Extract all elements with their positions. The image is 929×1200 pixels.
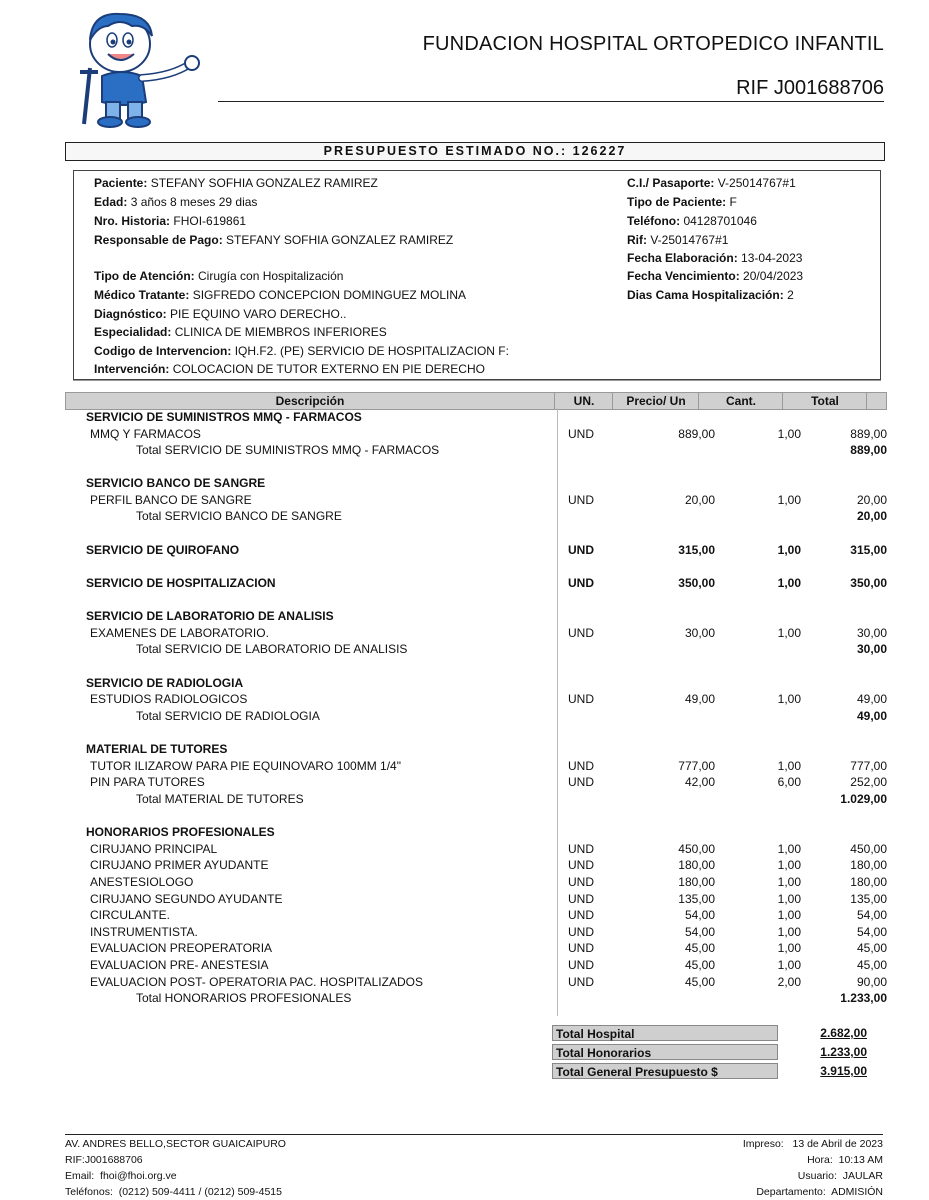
- table-row: [86, 759, 920, 774]
- cell-description: EVALUACION PREOPERATORIA: [90, 941, 273, 955]
- cell-quantity: 1,00: [777, 626, 801, 640]
- cell-unit: UND: [568, 842, 594, 856]
- payer-name: STEFANY SOFHIA GONZALEZ RAMIREZ: [226, 233, 454, 247]
- footer-address: AV. ANDRES BELLO,SECTOR GUAICAIPURO: [65, 1138, 286, 1150]
- cell-price: 889,00: [678, 427, 715, 441]
- cell-description: SERVICIO DE SUMINISTROS MMQ - FARMACOS: [86, 410, 362, 424]
- expiry-date: 20/04/2023: [743, 269, 804, 283]
- cell-quantity: 1,00: [777, 759, 801, 773]
- table-row: [86, 543, 920, 558]
- cell-total: 777,00: [850, 759, 887, 773]
- budget-title-box: [65, 142, 885, 161]
- cell-unit: UND: [568, 958, 594, 972]
- footer-phones: (0212) 509-4411 / (0212) 509-4515: [118, 1186, 282, 1198]
- table-row: [86, 908, 920, 923]
- patient-info-box: [73, 170, 881, 380]
- table-row: [86, 858, 920, 873]
- cell-price: 315,00: [678, 543, 715, 557]
- footer-rif: RIF:J001688706: [65, 1154, 143, 1166]
- cell-price: 45,00: [684, 941, 715, 955]
- intervention-code-line: Codigo de Intervencion: IQH.F2. (PE) SERVICIO DE HOSPITALIZACION F:: [94, 344, 509, 358]
- footer-printed-date: 13 de Abril de 2023: [792, 1138, 883, 1150]
- rif-line: Rif: V-25014767#1: [627, 233, 729, 247]
- cell-description: SERVICIO DE QUIROFANO: [86, 543, 240, 557]
- cell-total: 315,00: [850, 543, 887, 557]
- attention-type: Cirugía con Hospitalización: [198, 269, 344, 283]
- doctor-line: Médico Tratante: SIGFREDO CONCEPCION DOMINGUEZ MOLINA: [94, 288, 467, 302]
- cell-quantity: 6,00: [777, 775, 801, 789]
- section-header-row: [86, 742, 920, 757]
- cell-description: PIN PARA TUTORES: [90, 775, 205, 789]
- footer-phones-line: Teléfonos: (0212) 509-4411 / (0212) 509-4515: [65, 1186, 282, 1198]
- cell-quantity: 1,00: [777, 958, 801, 972]
- footer-time-line: Hora: 10:13 AM: [807, 1154, 883, 1166]
- attention-type-line: Tipo de Atención: Cirugía con Hospitalización: [94, 269, 344, 283]
- subtotal-row: [86, 792, 920, 807]
- child-mascot-logo-icon: [62, 6, 202, 128]
- cell-total: 54,00: [856, 908, 887, 922]
- footer-email: fhoi@fhoi.org.ve: [100, 1170, 177, 1182]
- cell-unit: UND: [568, 908, 594, 922]
- footer-dept: ADMISIÓN: [831, 1186, 883, 1198]
- history-line: Nro. Historia: FHOI-619861: [94, 214, 247, 228]
- cell-unit: UND: [568, 975, 594, 989]
- cell-total: 135,00: [850, 892, 887, 906]
- footer-user-line: Usuario: JAULAR: [797, 1170, 883, 1182]
- cell-total: 90,00: [856, 975, 887, 989]
- cell-unit: UND: [568, 892, 594, 906]
- cell-total: 20,00: [856, 493, 887, 507]
- cell-total: 49,00: [856, 692, 887, 706]
- section-header-row: [86, 476, 920, 491]
- subtotal-row: [86, 642, 920, 657]
- cell-quantity: 1,00: [777, 875, 801, 889]
- cell-unit: UND: [568, 941, 594, 955]
- patient-name-line: Paciente: STEFANY SOFHIA GONZALEZ RAMIREZ: [94, 176, 378, 190]
- table-row: [86, 958, 920, 973]
- cell-price: 135,00: [678, 892, 715, 906]
- cell-unit: UND: [568, 493, 594, 507]
- cell-unit: UND: [568, 543, 594, 557]
- cell-total: 54,00: [856, 925, 887, 939]
- patient-type-line: Tipo de Paciente: F: [627, 195, 737, 209]
- cell-description: Total SERVICIO DE SUMINISTROS MMQ - FARMACOS: [136, 443, 440, 457]
- cell-total: 180,00: [850, 875, 887, 889]
- cell-total: 180,00: [850, 858, 887, 872]
- cell-description: SERVICIO DE HOSPITALIZACION: [86, 576, 276, 590]
- cell-total: 1.233,00: [840, 991, 887, 1005]
- subtotal-row: [86, 709, 920, 724]
- patient-rif: V-25014767#1: [650, 233, 729, 247]
- subtotal-row: [86, 991, 920, 1006]
- cell-quantity: 1,00: [777, 576, 801, 590]
- cell-unit: UND: [568, 775, 594, 789]
- cell-quantity: 1,00: [777, 941, 801, 955]
- cell-quantity: 1,00: [777, 692, 801, 706]
- specialty-line: Especialidad: CLINICA DE MIEMBROS INFERIORES: [94, 325, 387, 339]
- footer-divider: [65, 1134, 883, 1135]
- intervention-line: Intervención: COLOCACION DE TUTOR EXTERNO EN PIE DERECHO: [94, 362, 485, 376]
- cell-unit: UND: [568, 759, 594, 773]
- cell-total: 45,00: [856, 958, 887, 972]
- summary-label-honorarios: Total Honorarios: [552, 1044, 778, 1060]
- summary-value-hospital: 2.682,00: [820, 1026, 867, 1040]
- cell-total: 30,00: [856, 642, 887, 656]
- cell-description: EVALUACION POST- OPERATORIA PAC. HOSPITALIZADOS: [90, 975, 423, 989]
- cell-description: CIRUJANO SEGUNDO AYUDANTE: [90, 892, 283, 906]
- cell-price: 350,00: [678, 576, 715, 590]
- cell-quantity: 1,00: [777, 908, 801, 922]
- hospital-logo: [62, 6, 202, 128]
- table-row: [86, 941, 920, 956]
- summary-value-general: 3.915,00: [820, 1064, 867, 1078]
- cell-unit: UND: [568, 576, 594, 590]
- table-row: [86, 692, 920, 707]
- cell-description: EVALUACION PRE- ANESTESIA: [90, 958, 269, 972]
- table-row: [86, 892, 920, 907]
- cell-unit: UND: [568, 692, 594, 706]
- patient-phone: 04128701046: [683, 214, 757, 228]
- cell-unit: UND: [568, 427, 594, 441]
- subtotal-row: [86, 509, 920, 524]
- specialty: CLINICA DE MIEMBROS INFERIORES: [174, 325, 387, 339]
- table-row: [86, 875, 920, 890]
- cell-description: Total HONORARIOS PROFESIONALES: [136, 991, 352, 1005]
- col-description: Descripción: [275, 394, 345, 408]
- cell-quantity: 1,00: [777, 427, 801, 441]
- table-row: [86, 493, 920, 508]
- cell-price: 45,00: [684, 975, 715, 989]
- age-line: Edad: 3 años 8 meses 29 dias: [94, 195, 258, 209]
- section-header-row: [86, 410, 920, 425]
- table-row: [86, 775, 920, 790]
- patient-type: F: [729, 195, 737, 209]
- col-total: Total: [782, 393, 867, 409]
- cell-unit: UND: [568, 875, 594, 889]
- cell-price: 450,00: [678, 842, 715, 856]
- table-row: [86, 842, 920, 857]
- cell-total: 350,00: [850, 576, 887, 590]
- cell-description: ANESTESIOLOGO: [90, 875, 194, 889]
- cell-total: 889,00: [850, 427, 887, 441]
- cell-quantity: 1,00: [777, 543, 801, 557]
- org-rif: RIF J001688706: [736, 77, 884, 99]
- phone-line: Teléfono: 04128701046: [627, 214, 757, 228]
- cell-description: CIRUJANO PRIMER AYUDANTE: [90, 858, 269, 872]
- cell-description: ESTUDIOS RADIOLOGICOS: [90, 692, 248, 706]
- diagnosis-line: Diagnóstico: PIE EQUINO VARO DERECHO..: [94, 307, 347, 321]
- cell-description: Total SERVICIO BANCO DE SANGRE: [136, 509, 342, 523]
- bed-days: 2: [787, 288, 794, 302]
- cell-description: HONORARIOS PROFESIONALES: [86, 825, 275, 839]
- cell-total: 49,00: [856, 709, 887, 723]
- col-unit-price: Precio/ Un: [612, 393, 699, 409]
- cell-price: 42,00: [684, 775, 715, 789]
- table-row: [86, 626, 920, 641]
- org-name: FUNDACION HOSPITAL ORTOPEDICO INFANTIL: [422, 33, 884, 55]
- table-row: [86, 427, 920, 442]
- table-row: [86, 576, 920, 591]
- table-row: [86, 975, 920, 990]
- table-header: [65, 392, 887, 410]
- cell-description: PERFIL BANCO DE SANGRE: [90, 493, 252, 507]
- cell-description: MATERIAL DE TUTORES: [86, 742, 228, 756]
- cell-price: 54,00: [684, 908, 715, 922]
- section-header-row: [86, 609, 920, 624]
- cell-description: Total SERVICIO DE LABORATORIO DE ANALISIS: [136, 642, 408, 656]
- cell-total: 45,00: [856, 941, 887, 955]
- payer-line: Responsable de Pago: STEFANY SOFHIA GONZALEZ RAMIREZ: [94, 233, 454, 247]
- cell-total: 20,00: [856, 509, 887, 523]
- col-spacer: [866, 393, 887, 409]
- cell-price: 20,00: [684, 493, 715, 507]
- history-number: FHOI-619861: [173, 214, 247, 228]
- footer-email-line: Email: fhoi@fhoi.org.ve: [65, 1170, 177, 1182]
- footer-dept-line: Departamento: ADMISIÓN: [756, 1186, 883, 1198]
- subtotal-row: [86, 443, 920, 458]
- header-divider: [218, 101, 884, 102]
- cell-quantity: 1,00: [777, 493, 801, 507]
- cell-total: 30,00: [856, 626, 887, 640]
- cell-quantity: 2,00: [777, 975, 801, 989]
- cell-total: 1.029,00: [840, 792, 887, 806]
- section-header-row: [86, 676, 920, 691]
- col-quantity: Cant.: [698, 393, 783, 409]
- intervention: COLOCACION DE TUTOR EXTERNO EN PIE DERECHO: [172, 362, 485, 376]
- patient-id: V-25014767#1: [717, 176, 796, 190]
- footer-time: 10:13 AM: [838, 1154, 883, 1166]
- diagnosis: PIE EQUINO VARO DERECHO..: [170, 307, 347, 321]
- bed-days-line: Dias Cama Hospitalización: 2: [627, 288, 794, 302]
- cell-description: SERVICIO DE RADIOLOGIA: [86, 676, 244, 690]
- doctor-name: SIGFREDO CONCEPCION DOMINGUEZ MOLINA: [192, 288, 467, 302]
- footer-user: JAULAR: [842, 1170, 883, 1182]
- patient-name: STEFANY SOFHIA GONZALEZ RAMIREZ: [150, 176, 378, 190]
- cell-description: Total MATERIAL DE TUTORES: [136, 792, 304, 806]
- expiry-date-line: Fecha Vencimiento: 20/04/2023: [627, 269, 804, 283]
- table-row: [86, 925, 920, 940]
- created-date-line: Fecha Elaboración: 13-04-2023: [627, 251, 803, 265]
- budget-title: PRESUPUESTO ESTIMADO NO.: 126227: [323, 144, 627, 158]
- cell-quantity: 1,00: [777, 892, 801, 906]
- cell-quantity: 1,00: [777, 925, 801, 939]
- cell-description: SERVICIO BANCO DE SANGRE: [86, 476, 266, 490]
- cell-price: 777,00: [678, 759, 715, 773]
- cell-description: INSTRUMENTISTA.: [90, 925, 198, 939]
- cell-price: 180,00: [678, 875, 715, 889]
- summary-label-general: Total General Presupuesto $: [552, 1063, 778, 1079]
- cell-price: 180,00: [678, 858, 715, 872]
- summary-value-honorarios: 1.233,00: [820, 1045, 867, 1059]
- section-header-row: [86, 825, 920, 840]
- patient-age: 3 años 8 meses 29 dias: [130, 195, 258, 209]
- cell-description: TUTOR ILIZAROW PARA PIE EQUINOVARO 100MM 1/4": [90, 759, 401, 773]
- cell-total: 450,00: [850, 842, 887, 856]
- cell-unit: UND: [568, 626, 594, 640]
- cell-description: EXAMENES DE LABORATORIO.: [90, 626, 269, 640]
- cell-price: 49,00: [684, 692, 715, 706]
- cell-price: 54,00: [684, 925, 715, 939]
- col-unit: UN.: [554, 393, 613, 409]
- cell-total: 889,00: [850, 443, 887, 457]
- cell-description: SERVICIO DE LABORATORIO DE ANALISIS: [86, 609, 334, 623]
- cell-quantity: 1,00: [777, 842, 801, 856]
- footer-printed-line: Impreso: 13 de Abril de 2023: [742, 1138, 883, 1150]
- cell-price: 30,00: [684, 626, 715, 640]
- created-date: 13-04-2023: [741, 251, 803, 265]
- cell-unit: UND: [568, 858, 594, 872]
- cell-description: CIRUJANO PRINCIPAL: [90, 842, 218, 856]
- cell-unit: UND: [568, 925, 594, 939]
- summary-label-hospital: Total Hospital: [552, 1025, 778, 1041]
- cell-quantity: 1,00: [777, 858, 801, 872]
- id-line: C.I./ Pasaporte: V-25014767#1: [627, 176, 796, 190]
- intervention-code: IQH.F2. (PE) SERVICIO DE HOSPITALIZACION F:: [234, 344, 509, 358]
- cell-description: CIRCULANTE.: [90, 908, 171, 922]
- cell-total: 252,00: [850, 775, 887, 789]
- cell-price: 45,00: [684, 958, 715, 972]
- cell-description: MMQ Y FARMACOS: [90, 427, 201, 441]
- cell-description: Total SERVICIO DE RADIOLOGIA: [136, 709, 320, 723]
